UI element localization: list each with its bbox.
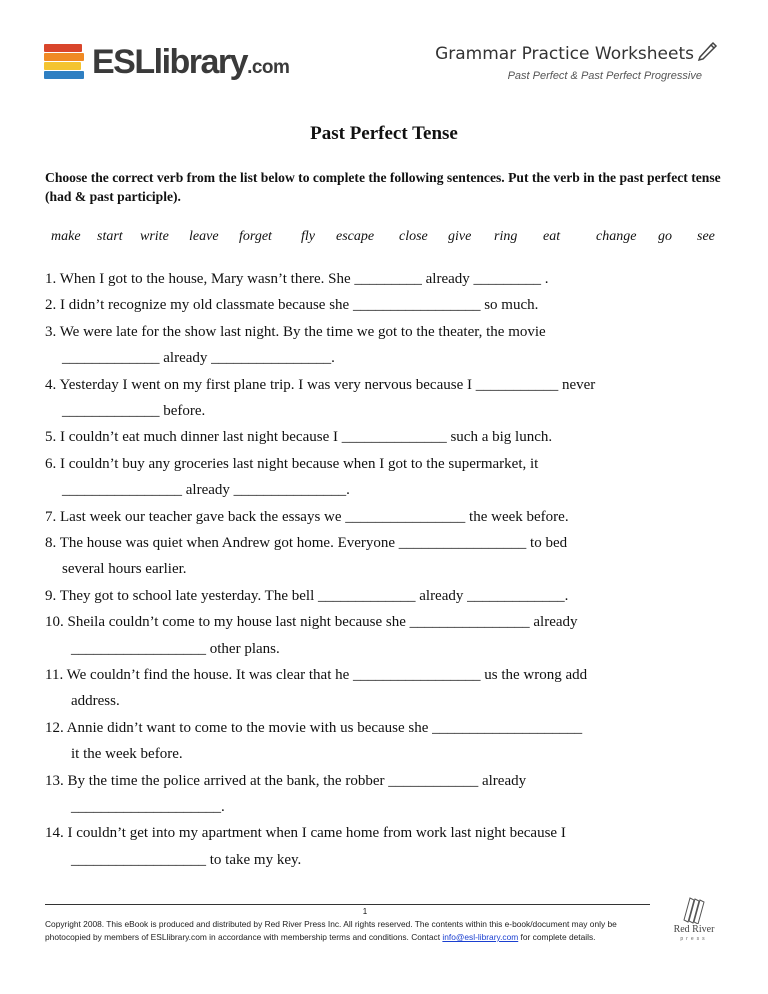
word-bank-item: forget [239, 229, 272, 244]
word-bank-item: start [97, 229, 123, 244]
sentence-continuation: ____________________. [71, 799, 225, 815]
sentence-text: 5. I couldn’t eat much dinner last night because I ______________ such a big lunch. [45, 429, 553, 446]
instructions: Choose the correct verb from the list below to complete the following sentences. Put the verb in the past perfect tense (had & past participle). [45, 170, 721, 204]
logo-book-stack-icon [44, 71, 84, 79]
sentence-text: 11. We couldn’t find the house. It was clear that he _________________ us the wrong add [45, 667, 588, 683]
sentence-text: 2. I didn’t recognize my old classmate because she _________________ so much. [45, 297, 539, 314]
word-bank-item: make [51, 229, 81, 244]
page-number: 1 [362, 907, 368, 916]
sentence-text: 10. Sheila couldn’t come to my house last night because she ________________ already [45, 614, 578, 631]
sentence-continuation: __________________ other plans. [71, 640, 280, 657]
logo-book-stack-icon [44, 53, 84, 61]
word-bank-item: go [658, 229, 672, 244]
copyright-line-2: photocopied by members of ESLlibrary.com in accordance with membership terms and conditions. Contact info@esl-library.com for complete details. [45, 932, 596, 942]
word-bank-item: give [448, 229, 472, 244]
word-bank-item: close [399, 229, 428, 244]
red-river-press-logo [666, 894, 722, 944]
publisher-name: Red River [673, 924, 715, 935]
series-title: Grammar Practice Worksheets [435, 44, 694, 64]
word-bank [45, 229, 725, 249]
word-bank-item: escape [336, 229, 375, 244]
sentence-continuation: address. [71, 693, 120, 710]
word-bank-item: write [140, 229, 169, 244]
page-title: Past Perfect Tense [310, 123, 458, 144]
series-subtitle: Past Perfect & Past Perfect Progressive [507, 70, 702, 82]
word-bank-item: see [697, 229, 715, 244]
sentence-continuation: it the week before. [71, 746, 183, 763]
copyright-notice [45, 918, 665, 944]
sentence-text: 14. I couldn’t get into my apartment when I came home from work last night because I [45, 825, 566, 842]
pencil-icon [696, 40, 718, 62]
sentence-continuation: _____________ already ________________. [62, 350, 335, 367]
sentence-text: 8. The house was quiet when Andrew got home. Everyone _________________ to bed [45, 535, 568, 551]
word-bank-item: ring [494, 229, 518, 244]
footer-divider [45, 904, 650, 905]
contact-email-link[interactable]: info@esl-library.com [442, 932, 519, 942]
sentence-text: 6. I couldn’t buy any groceries last night because when I got to the supermarket, it [45, 455, 539, 472]
sentence-continuation: several hours earlier. [62, 561, 187, 578]
sentence-text: 12. Annie didn’t want to come to the movie with us because she ____________________ [45, 719, 583, 736]
word-bank-item: fly [301, 229, 315, 244]
word-bank-item: change [596, 229, 637, 244]
logo-book-stack-icon [44, 44, 82, 52]
word-bank-item: eat [543, 229, 561, 244]
word-bank-item: leave [189, 229, 219, 244]
sentence-text: 4. Yesterday I went on my first plane trip. I was very nervous because I ___________ never [45, 376, 596, 393]
sentence-text: 7. Last week our teacher gave back the essays we ________________ the week before. [45, 508, 569, 525]
sentence-text: 1. When I got to the house, Mary wasn’t there. She _________ already _________ . [45, 271, 549, 287]
logo-wordmark: ESLlibrary.com [92, 43, 290, 81]
logo-book-stack-icon [44, 62, 81, 70]
sentence-continuation: _____________ before. [62, 403, 206, 419]
esl-library-logo [44, 40, 290, 88]
sentence-text: 3. We were late for the show last night. By the time we got to the theater, the movie [45, 323, 546, 340]
publisher-subtitle: press [680, 936, 708, 942]
book-pages-icon [680, 894, 708, 924]
sentence-continuation: ________________ already _______________. [62, 482, 350, 499]
sentence-continuation: __________________ to take my key. [71, 851, 302, 868]
sentence-text: 13. By the time the police arrived at the bank, the robber ____________ already [45, 772, 527, 789]
sentence-text: 9. They got to school late yesterday. The bell _____________ already _____________. [45, 587, 569, 604]
copyright-line-1: Copyright 2008. This eBook is produced and distributed by Red River Press Inc. All rights reserved. The contents within this e-book/document may only be [45, 919, 617, 929]
